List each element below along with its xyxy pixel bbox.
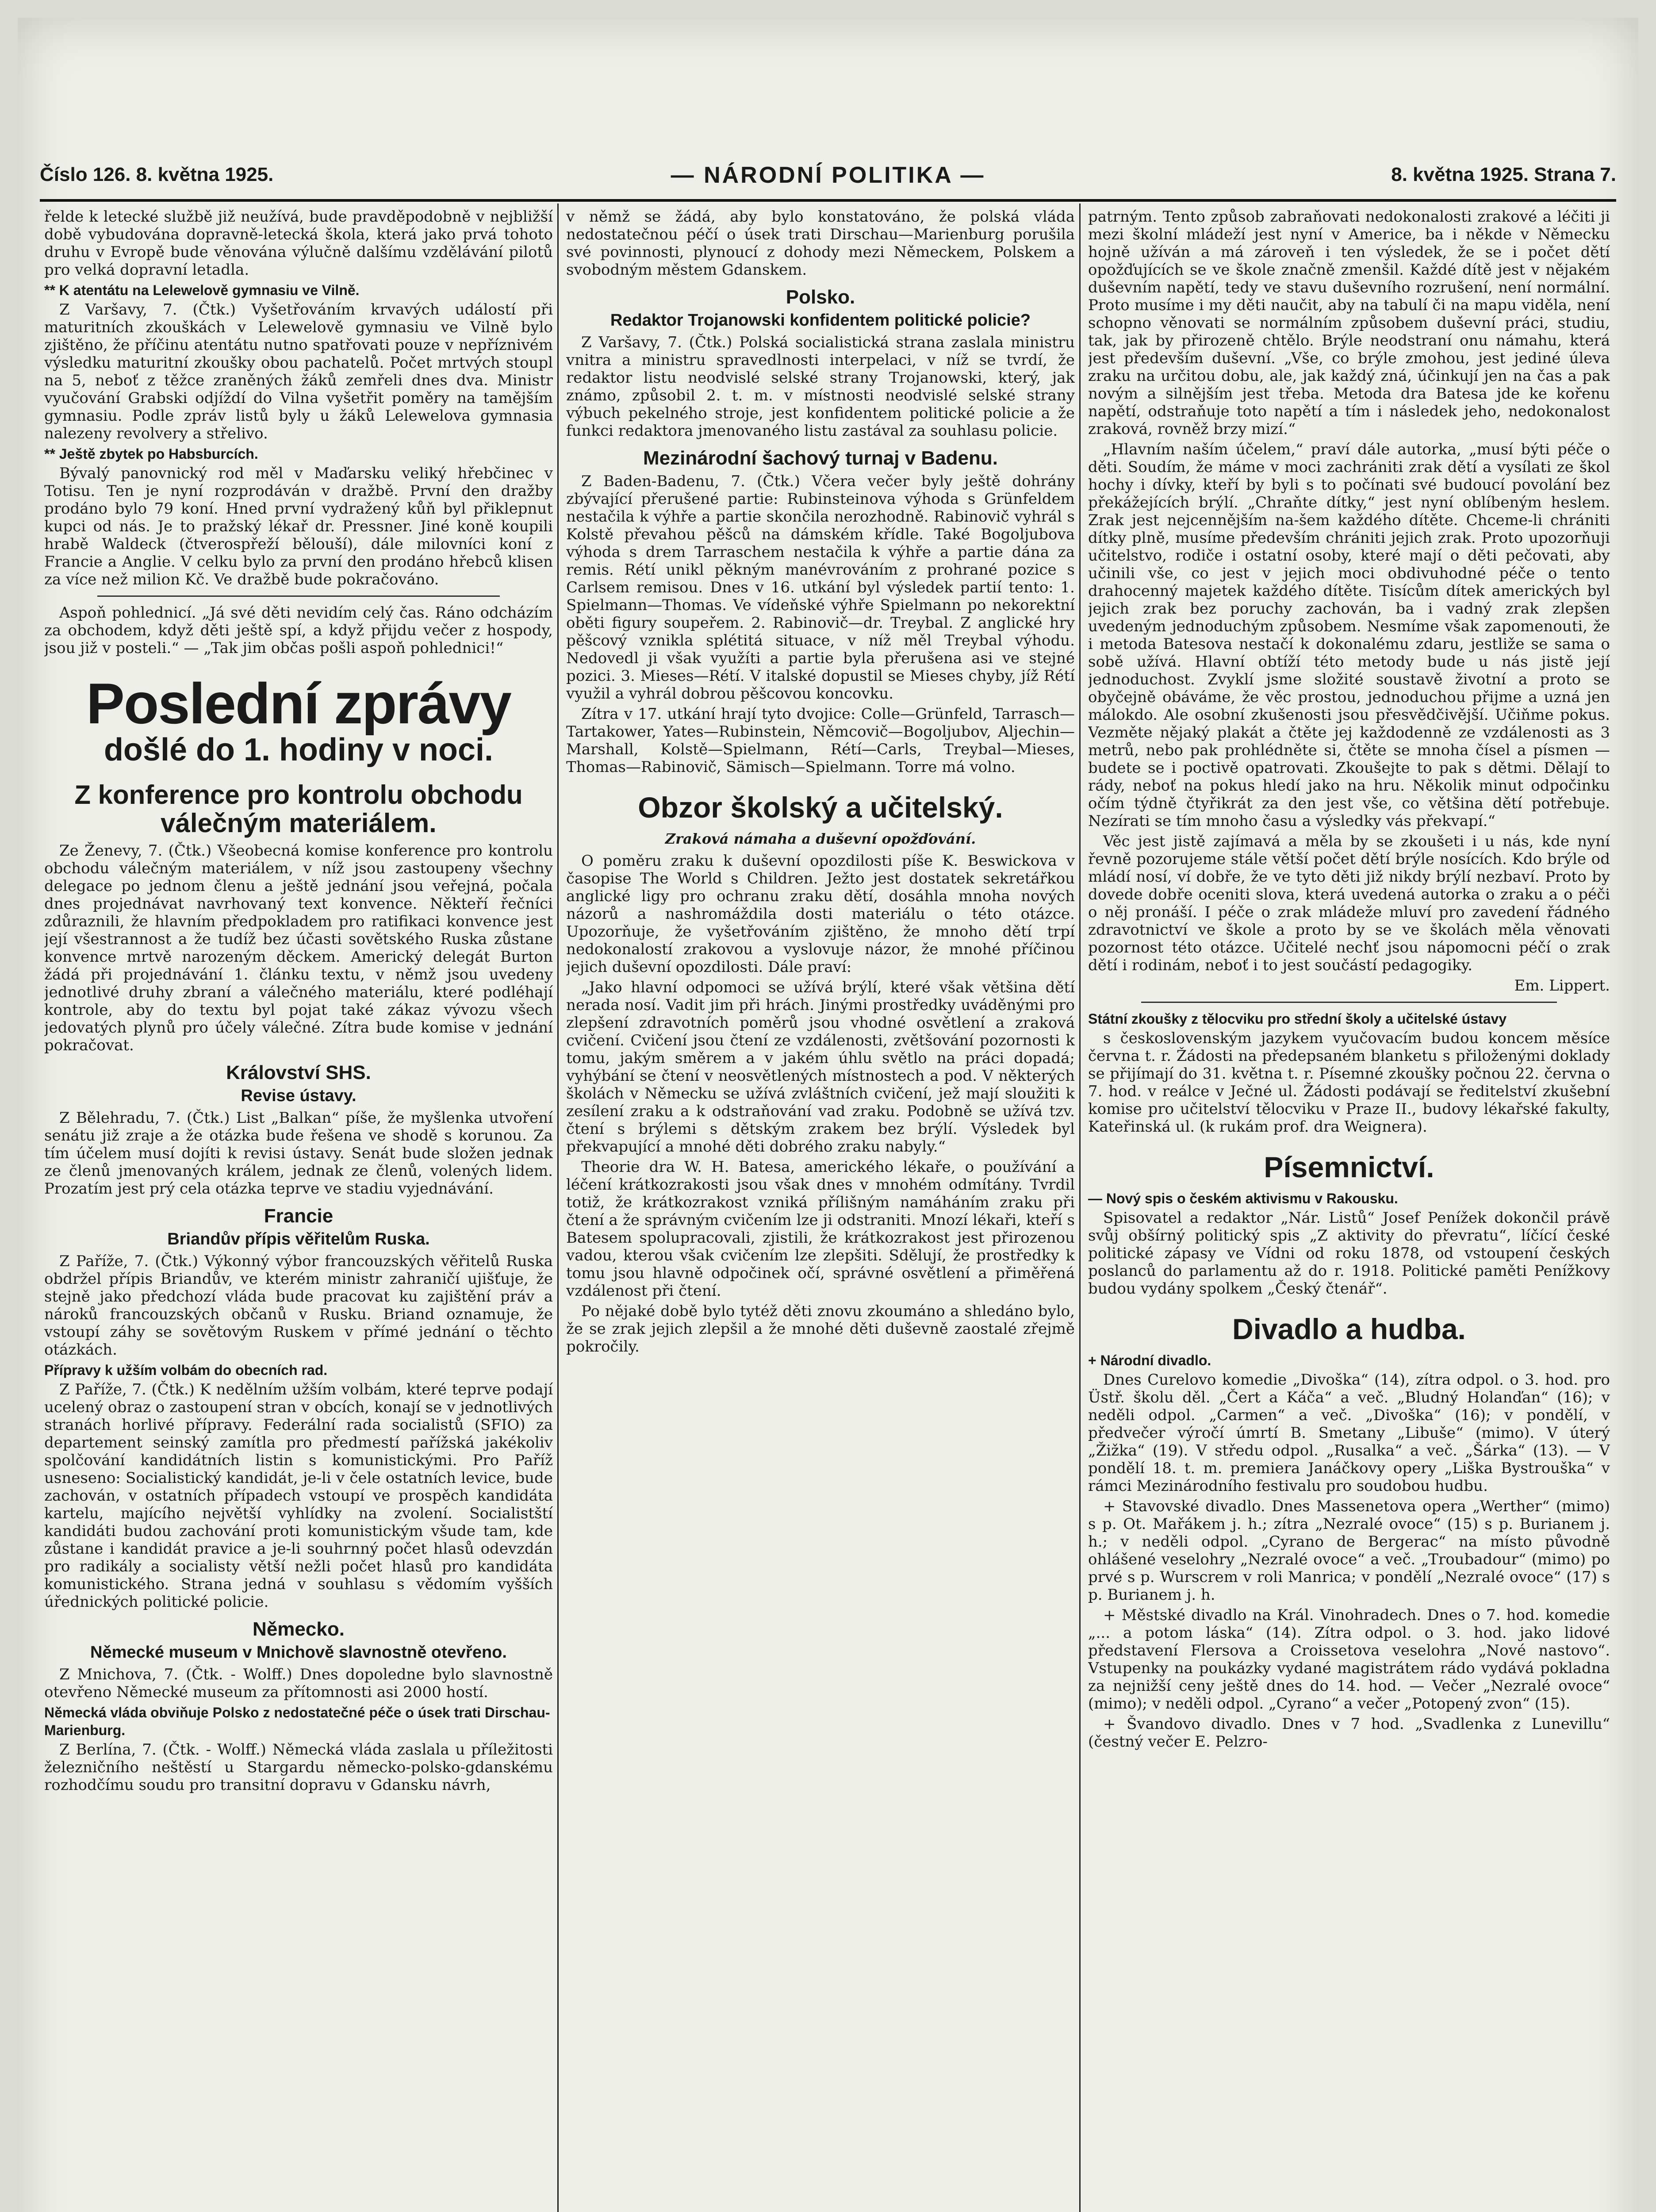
article-text: Z Baden-Badenu, 7. (Čtk.) Včera večer byly ještě dohrány zbývající přerušené partie: Rubinsteinova výhoda s Grünfeldem nestačila k výhře a partie skončila nerozhodně. Rabinovič vyhrál s Kolstě převahou pěšců na dámském křídle. Také Bogoljubova výhoda s drem Tarraschem nestačila k výhře a partie dána za remis. Rétí unikl pěkným manévrováním z prohrané pozice s Carlsem remisou. Dnes v 16. utkání byl výsledek partií tento: 1. Spielmann—Thomas. Ve vídeňské výhře Spielmann po nekorektní oběti figury soupeřem. 2. Rabinovič—dr. Treybal. Z anglické hry pěšcový vznikla splétitá situace, v níž měl Treybal výhodu. Nedovedl ji však využíti a partie byla přerušena asi ve stejné pozici. 3. Mieses—Rétí. V italské dopustil se Mieses chyby, jíž Rétí využil a vyhrál dobrou pěšcovou koncovku.	[566, 472, 1075, 703]
article-text: Z Bělehradu, 7. (Čtk.) List „Balkan“ píše, že myšlenka utvoření senátu již zraje a že otázka bude řešena ve shodě s korunou. Za tím účelem musí dojíti k revisi ústavy. Senát bude složen jednak ze členů jmenovaných králem, jednak ze členů, volených lidem. Prozatím jest prý cela otázka teprve ve stadiu vyjednávání.	[44, 1109, 553, 1198]
article-text: Theorie dra W. H. Batesa, amerického lékaře, o používání a léčení krátkozrakosti jsou však dnes v mnohém odmítány. Tvrdil totiž, že krátkozrakost vzniká přílišným namáháním zraku při čtení a že správným cvičením lze ji odstraniti. Mnozí lékaři, kteří s Batesem spolupracovali, zjistili, že krátkozrakost jest přirozenou vadou, kterou však cvičením lze zlepšiti. Sdělují, že prostředky k tomu jsou hlavně odpočinek očí, správné osvětlení a přiměřená vzdálenost při čtení.	[566, 1158, 1075, 1300]
header-rule	[40, 199, 1616, 202]
article-text: s československým jazykem vyučovacím budou koncem měsíce června t. r. Žádosti na předepsaném blanketu s přiloženými doklady se přijímají do 31. května t. r. Písemné zkoušky počnou 22. června o 7. hod. v reálce v Ječné ul. Žádosti podávají se ředitelství zkušební komise pro učitelství tělocviku v Praze II., budovy lékařské fakulty, Kateřinská ul. (k rukám prof. dra Weignera).	[1088, 1029, 1610, 1136]
article-title: ** Ještě zbytek po Habsburcích.	[44, 446, 258, 462]
newspaper-page	[18, 18, 1638, 2212]
article-signature: Em. Lippert.	[1514, 977, 1610, 995]
column-divider	[557, 204, 559, 2212]
article-heading: Německo.	[253, 1618, 345, 1640]
article-heading: Z konference pro kontrolu obchodu válečným materiálem.	[74, 780, 523, 838]
article-text: Aspoň pohlednicí. „Já své děti nevidím celý čas. Ráno odcházím za obchodem, když děti ještě spí, a když přijdu večer z hospody, jsou již v posteli.“ — „Tak jim občas pošli aspoň pohlednici!“	[44, 604, 553, 657]
article-title: ** K atentátu na Lelewelově gymnasiu ve Vilně.	[44, 282, 360, 298]
article-subheading: Zraková námaha a duševní opožďování.	[665, 830, 976, 847]
article-text: + Švandovo divadlo. Dnes v 7 hod. „Svadlenka z Lunevillu“ (čestný večer E. Pelzro-	[1088, 1715, 1610, 1751]
article-subheading: Německé museum v Mnichově slavnostně otevřeno.	[90, 1643, 507, 1662]
section-heading: Obzor školský a učitelský.	[638, 791, 1003, 824]
article-text: Z Varšavy, 7. (Čtk.) Polská socialistická strana zaslala ministru vnitra a ministru spravedlnosti interpelaci, v níž se tvrdí, že redaktor listu neodvislé selské strany Trojanowski, který, jak známo, způsobil 2. t. m. v místnosti neodvislé selské strany výbuch pekelného stroje, jest konfidentem politické policie a že funkci redaktora jmenovaného listu zastával za souhlasu policie.	[566, 334, 1075, 440]
section-heading: Písemnictví.	[1264, 1151, 1434, 1183]
article-text: Zítra v 17. utkání hrají tyto dvojice: Colle—Grünfeld, Tarrasch—Tartakower, Yates—Rubinstein, Němcovič—Bogoljubov, Aljechin—Marshall, Kolstě—Spielmann, Rétí—Carls, Treybal—Mieses, Thomas—Rabinovič, Sämisch—Spielmann. Torre má volno.	[566, 705, 1075, 776]
issue-number: Číslo 126. 8. května 1925.	[40, 164, 274, 185]
article-text: Ze Ženevy, 7. (Čtk.) Všeobecná komise konference pro kontrolu obchodu válečným materiálem, v níž jsou zastoupeny všechny delegace po jednom členu a ještě jednání jsou veřejná, počala dnes projednávat navrhovaný text konvence. Někteří řečníci zdůraznili, že hlavním předpokladem pro ratifikaci konvence jest její všestrannost a že tudíž bez účasti sovětského Ruska zůstane konvence mrtvě narozeným děckem. Americký delegát Burton žádá při projednávání 1. článku textu, v němž jsou uvedeny jednotlivé druhy zbraní a válečného materiálu, které podléhají kontrole, aby do textu byl pojat také zákaz vývozu všech jedovatých plynů pro účely válečné. Zítra bude komise v jednání pokračovat.	[44, 842, 553, 1054]
article-title: — Nový spis o českém aktivismu v Rakousku.	[1088, 1190, 1398, 1206]
article-title: Státní zkoušky z tělocviku pro střední školy a učitelské ústavy	[1088, 1011, 1507, 1027]
article-subheading: Briandův přípis věřitelům Ruska.	[167, 1230, 430, 1248]
column-1	[44, 208, 553, 2212]
divider	[97, 595, 500, 597]
article-heading: Polsko.	[786, 286, 855, 308]
article-text: řelde k letecké službě již neužívá, bude pravděpodobně v nejbližší době vybudována dopravně-letecká škola, která jako prvá tohoto druhu v Evropě bude věnována výlučně dalšímu vzdělávání pilotů pro velká dopravní letadla.	[44, 208, 553, 279]
article-title: Německá vláda obviňuje Polsko z nedostatečné péče o úsek trati Dirschau-Marienburg.	[44, 1705, 550, 1738]
article-heading: Francie	[264, 1205, 334, 1227]
section-subheading: došlé do 1. hodiny v noci.	[104, 732, 494, 768]
article-text: „Jako hlavní odpomoci se užívá brýlí, které však většina dětí nerada nosí. Vadit jim při hrách. Jinými prostředky uváděnými pro zlepšení zdravotních poměrů jsou vhodné osvětlení a zraková cvičení. Cvičení jsou čtení ze vzdálenosti, zvětšování pozornosti k tomu, jakým směrem a v jakém úhlu světlo na práci dopadá; vyhýbání se čtení v neosvětlených místnostech a pod. V některých školách v Německu se užívá zvláštních cvičení, jež mají sloužiti k zesílení zraku a k odstraňování vad zraku. Podobně se užívá tzv. čtení s brýlemi s dětským zrakem bez brýlí. Výsledek byl překvapující a mnohé děti dobrého zraku nabyly.“	[566, 979, 1075, 1156]
article-subheading: Revise ústavy.	[241, 1087, 356, 1105]
article-text: Věc jest jistě zajímavá a měla by se zkoušeti i u nás, kde nyní řevně pozorujeme stále větší počet dětí brýle nosících. Kdo brýle od mládí nosí, ví dobře, že ve tyto děti již nikdy brýlí nezbaví. Proto by dovede dobře oceniti slova, která uvedená autorka o zraku a o péči o něj pronáší. I péče o zrak mládeže mluví pro zavedení řádného zdravotnictví ve škole a proto by se ve školách měla věnovati pozornost této otázce. Učitelé nechť jsou nápomocni péčí o zrak dětí i rodinám, neboť i to jest součástí pedagogiky.	[1088, 833, 1610, 974]
article-text: Spisovatel a redaktor „Nár. Listů“ Josef Penížek dokončil právě svůj obšírný politický spis „Z aktivity do převratu“, líčící české politické zápasy ve Vídni od roku 1878, od vstoupení českých poslanců do parlamentu až do r. 1918. Politické paměti Penížkovy budou vydány spolkem „Český čtenář“.	[1088, 1209, 1610, 1298]
article-text: O poměru zraku k duševní opozdilosti píše K. Beswickova v časopise The World s Children. Ježto jest dostatek sekretářkou anglické ligy pro ochranu zraku dětí, dosáhla mnoha nových názorů a nashromáždila dosti materiálu o této otázce. Upozorňuje, že vyšetřováním zjištěno, že mnoho dětí trpí nedokonalostí zrakovou a vyslovuje názor, že mnohé příčinou jejich duševní opozdilosti. Dále praví:	[566, 852, 1075, 976]
article-text: + Stavovské divadlo. Dnes Massenetova opera „Werther“ (mimo) s p. Ot. Mařákem j. h.; zítra „Nezralé ovoce“ (15) s p. Burianem j. h.; v neděli odpol. „Cyrano de Bergerac“ na místo původně ohlášené veselohry „Nezralé ovoce“ a več. „Troubadour“ (mimo) po prvé s p. Wurscrem v roli Manrica; v pondělí „Nezralé ovoce“ (17) s p. Burianem j. h.	[1088, 1498, 1610, 1604]
column-2	[566, 208, 1075, 2212]
section-heading: Divadlo a hudba.	[1232, 1313, 1466, 1345]
article-text: Z Paříže, 7. (Čtk.) K nedělním užším volbám, které teprve podají ucelený obraz o zastoupení stran v obcích, konají se v jednotlivých stranách horlivé přípravy. Federální rada socialistů (SFIO) za departement seinský zamítla pro předmestí pařížská jakékoliv spolčování kandidátních listin s komunistickými. Pro Paříž usneseno: Socialistický kandidát, je-li v čele ostatních levice, bude zachován, v ostatních případech vstoupí ve prospěch kandidáta kartelu, majícího největší vyhlídky na zvolení. Socialistští kandidáti budou zachování proti komunistickým všude tam, kde zůstane i kandidát pravice a je-li souhrnný počet hlasů odevzdán pro radikály a socialisty větší nežli počet hlasů pro kandidáta komunistického. Strana jedná v souhlasu s vědomím vyšších úřednických politické policie.	[44, 1381, 553, 1611]
article-text: Z Paříže, 7. (Čtk.) Výkonný výbor francouzských věřitelů Ruska obdržel přípis Briandův, ve kterém ministr zahraničí ujišťuje, že stejně jako předchozí vláda bude pracovat ku zajištění práv a nároků francouzských občanů v Rusku. Briand oznamuje, že vstoupí záhy se sovětovým Ruskem v přímé jednání o těchto otázkách.	[44, 1252, 553, 1359]
page-number: 8. května 1925. Strana 7.	[1391, 164, 1616, 185]
article-text: Z Varšavy, 7. (Čtk.) Vyšetřováním krvavých událostí při maturitních zkouškách v Lelewelově gymnasiu ve Vilně bylo zjištěno, že příčinu atentátu nutno spatřovati pouze v nepříznivém výsledku maturitní zkoušky obou pachatelů. Počet mrtvých stoupl na 5, neboť z těžce zraněných žáků zemřeli dnes dva. Ministr vyučování Grabski odjíždí do Vilna vyšetřit poměry na tamějším gymnasiu. Podle zpráv listů byly u žáků Lelewelova gymnasia nalezeny revolvery a střelivo.	[44, 301, 553, 442]
article-heading: Království SHS.	[226, 1062, 371, 1083]
article-text: v němž se žádá, aby bylo konstatováno, že polská vláda nedostatečnou péčí o úsek trati Dirschau—Marienburg porušila své povinnosti, plynoucí z dohody mezi Německem, Polskem a svobodným městem Gdanskem.	[566, 208, 1075, 279]
column-divider	[1079, 204, 1081, 2212]
masthead: — NÁRODNÍ POLITIKA —	[671, 162, 985, 188]
article-heading: Mezinárodní šachový turnaj v Badenu.	[643, 447, 998, 469]
article-title: + Národní divadlo.	[1088, 1352, 1211, 1368]
article-text: patrným. Tento způsob zabraňovati nedokonalosti zrakové a léčiti ji mezi školní mládeží jest nyní v Americe, ba i někde v Německu hojně užíván a má zároveň i ten výsledek, že se i počet dětí opožďujících se ve škole značně zmenšil. Každé dítě jest v nějakém duševním napětí, tedy ve stavu duševního rozrušení, není normální. Proto musíme i my děti naučit, aby na tabulí či na mapu viděla, není schopno věnovati se normálním způsobem duševní práci, studiu, tak, jak by přirozeně chtělo. Brýle neodstraní onu námahu, která jest především duševní. „Vše, co brýle zmohou, jest jediné úleva zraku na určitou dobu, ale, jak každý zná, účinkují jen na čas a pak novým a silnějším jest třeba. Metoda dra Batesa jde ke kořenu napětí, odstraňuje toto napětí a tím i následek jeho, nedokonalost zraková, rovněž brzy mizí.“	[1088, 208, 1610, 438]
article-text: Z Berlína, 7. (Čtk. - Wolff.) Německá vláda zaslala u příležitosti železničního neštěstí u Stargardu německo-polsko-gdanskému rozhodčímu soudu pro transitní dopravu v Gdansku návrh,	[44, 1741, 553, 1794]
article-title: Přípravy k užším volbám do obecních rad.	[44, 1362, 328, 1378]
article-text: Z Mnichova, 7. (Čtk. - Wolff.) Dnes dopoledne bylo slavnostně otevřeno Německé museum za přítomnosti asi 2000 hostí.	[44, 1666, 553, 1701]
article-text: Dnes Curelovo komedie „Divoška“ (14), zítra odpol. o 3. hod. pro Üstř. školu děl. „Čert a Káča“ a več. „Bludný Holanďan“ (16); v neděli odpol. „Carmen“ a več. „Divoška“ (16); v pondělí, v předvečer výročí úmrtí B. Smetany „Libuše“ (mimo). V úterý „Žižka“ (19). V středu odpol. „Rusalka“ a več. „Šárka“ (13). — V pondělí 18. t. m. premiera Janáčkovy opery „Liška Bystrouška“ v rámci Mezinárodního festivalu pro soudobou hudbu.	[1088, 1371, 1610, 1495]
article-subheading: Redaktor Trojanowski konfidentem politické policie?	[610, 311, 1031, 330]
page-header	[40, 164, 1616, 195]
article-text: „Hlavním naším účelem,“ praví dále autorka, „musí býti péče o děti. Soudím, že máme v moci zachrániti zrak dětí a vysílati ze škol hochy i dívky, kteří by byli s to počínati své budoucí povolání bez překážejících brýlí. „Chraňte dítky,“ jest nyní oblíbeným heslem. Zrak jest nejcennějším na-šem každého dítěte. Chceme-li chrániti dítky plně, musíme především chrániti jejich zrak. Proto upozorňuji učitelstvo, rodiče i ostatní osoby, které mají o děti pečovati, aby učinili vše, co jest v jejich moci obdivuhodné péče o tento drahocenný majetek každého dítěte. Tisícům dítek amerických byl jejich zrak bez poruchy zachován, ba i vadný zrak zlepšen uvedeným jednoduchým způsobem. Nesmíme však zapomenouti, že i metoda Batesova nestačí k dokonalému zdaru, jestliže se sama o sobě užívá. Hlavní obtíží této metody bude u nás jistě její jednoduchost. Zvyklí jsme složité soustavě životní a proto se obyčejně obáváme, že věc prostou, jednoduchou přijme a uzná jen málokdo. Ale osobní zkušenosti jsou přesvědčivější. Učiňme pokus. Vezměte nějaký plakát a čtěte jej každodenně ze vzdálenosti as 3 metrů, nebo pak prohlédněte si, čtěte se mnoha čísel a písmen — budete se i poctivě opatrovati. Zkoušejte to pak s dětmi. Dělají to rády, neboť na pokus hledí jako na hru. Několik minut odpočinku očím týdně čtyřikrát za den jest vše, co většina dětí potřebuje. Nezírati se tím mnoho času a výsledky vás překvapí.“	[1088, 441, 1610, 830]
article-text: Po nějaké době bylo tytéž děti znovu zkoumáno a shledáno bylo, že se zrak jejich zlepšil a že mnohé děti duševně zaostalé zřejmě pokročily.	[566, 1302, 1075, 1356]
column-3	[1088, 208, 1610, 2212]
divider	[1141, 1002, 1557, 1003]
article-text: Bývalý panovnický rod měl v Maďarsku veliký hřebčinec v Totisu. Ten je nyní rozprodáván v dražbě. První den dražby prodáno bylo 79 koní. Hned první vydražený kůň byl přiklepnut kupci od nás. Je to pražský lékař dr. Pressner. Jiné koně koupili hrabě Waldeck (čtverospřeží bělouší), dále milovníci koní z Francie a Anglie. V celku bylo za první den prodáno hřebců klisen za více než milion Kč. Ve dražbě bude pokračováno.	[44, 465, 553, 588]
article-text: + Městské divadlo na Král. Vinohradech. Dnes o 7. hod. komedie „... a potom láska“ (14). Zítra odpol. o 3. hod. jako lidové představení Flersova a Croissetova veselohra „Nové nastovo“. Vstupenky na poukázky vydané magistrátem rádo vydává pokladna za nejnižší ceny ještě dnes do 14. hod. — Večer „Nezralé ovoce“ (mimo); v neděli odpol. „Cyrano“ a večer „Potopený zvon“ (15).	[1088, 1606, 1610, 1713]
section-heading: Poslední zprávy	[86, 671, 511, 736]
